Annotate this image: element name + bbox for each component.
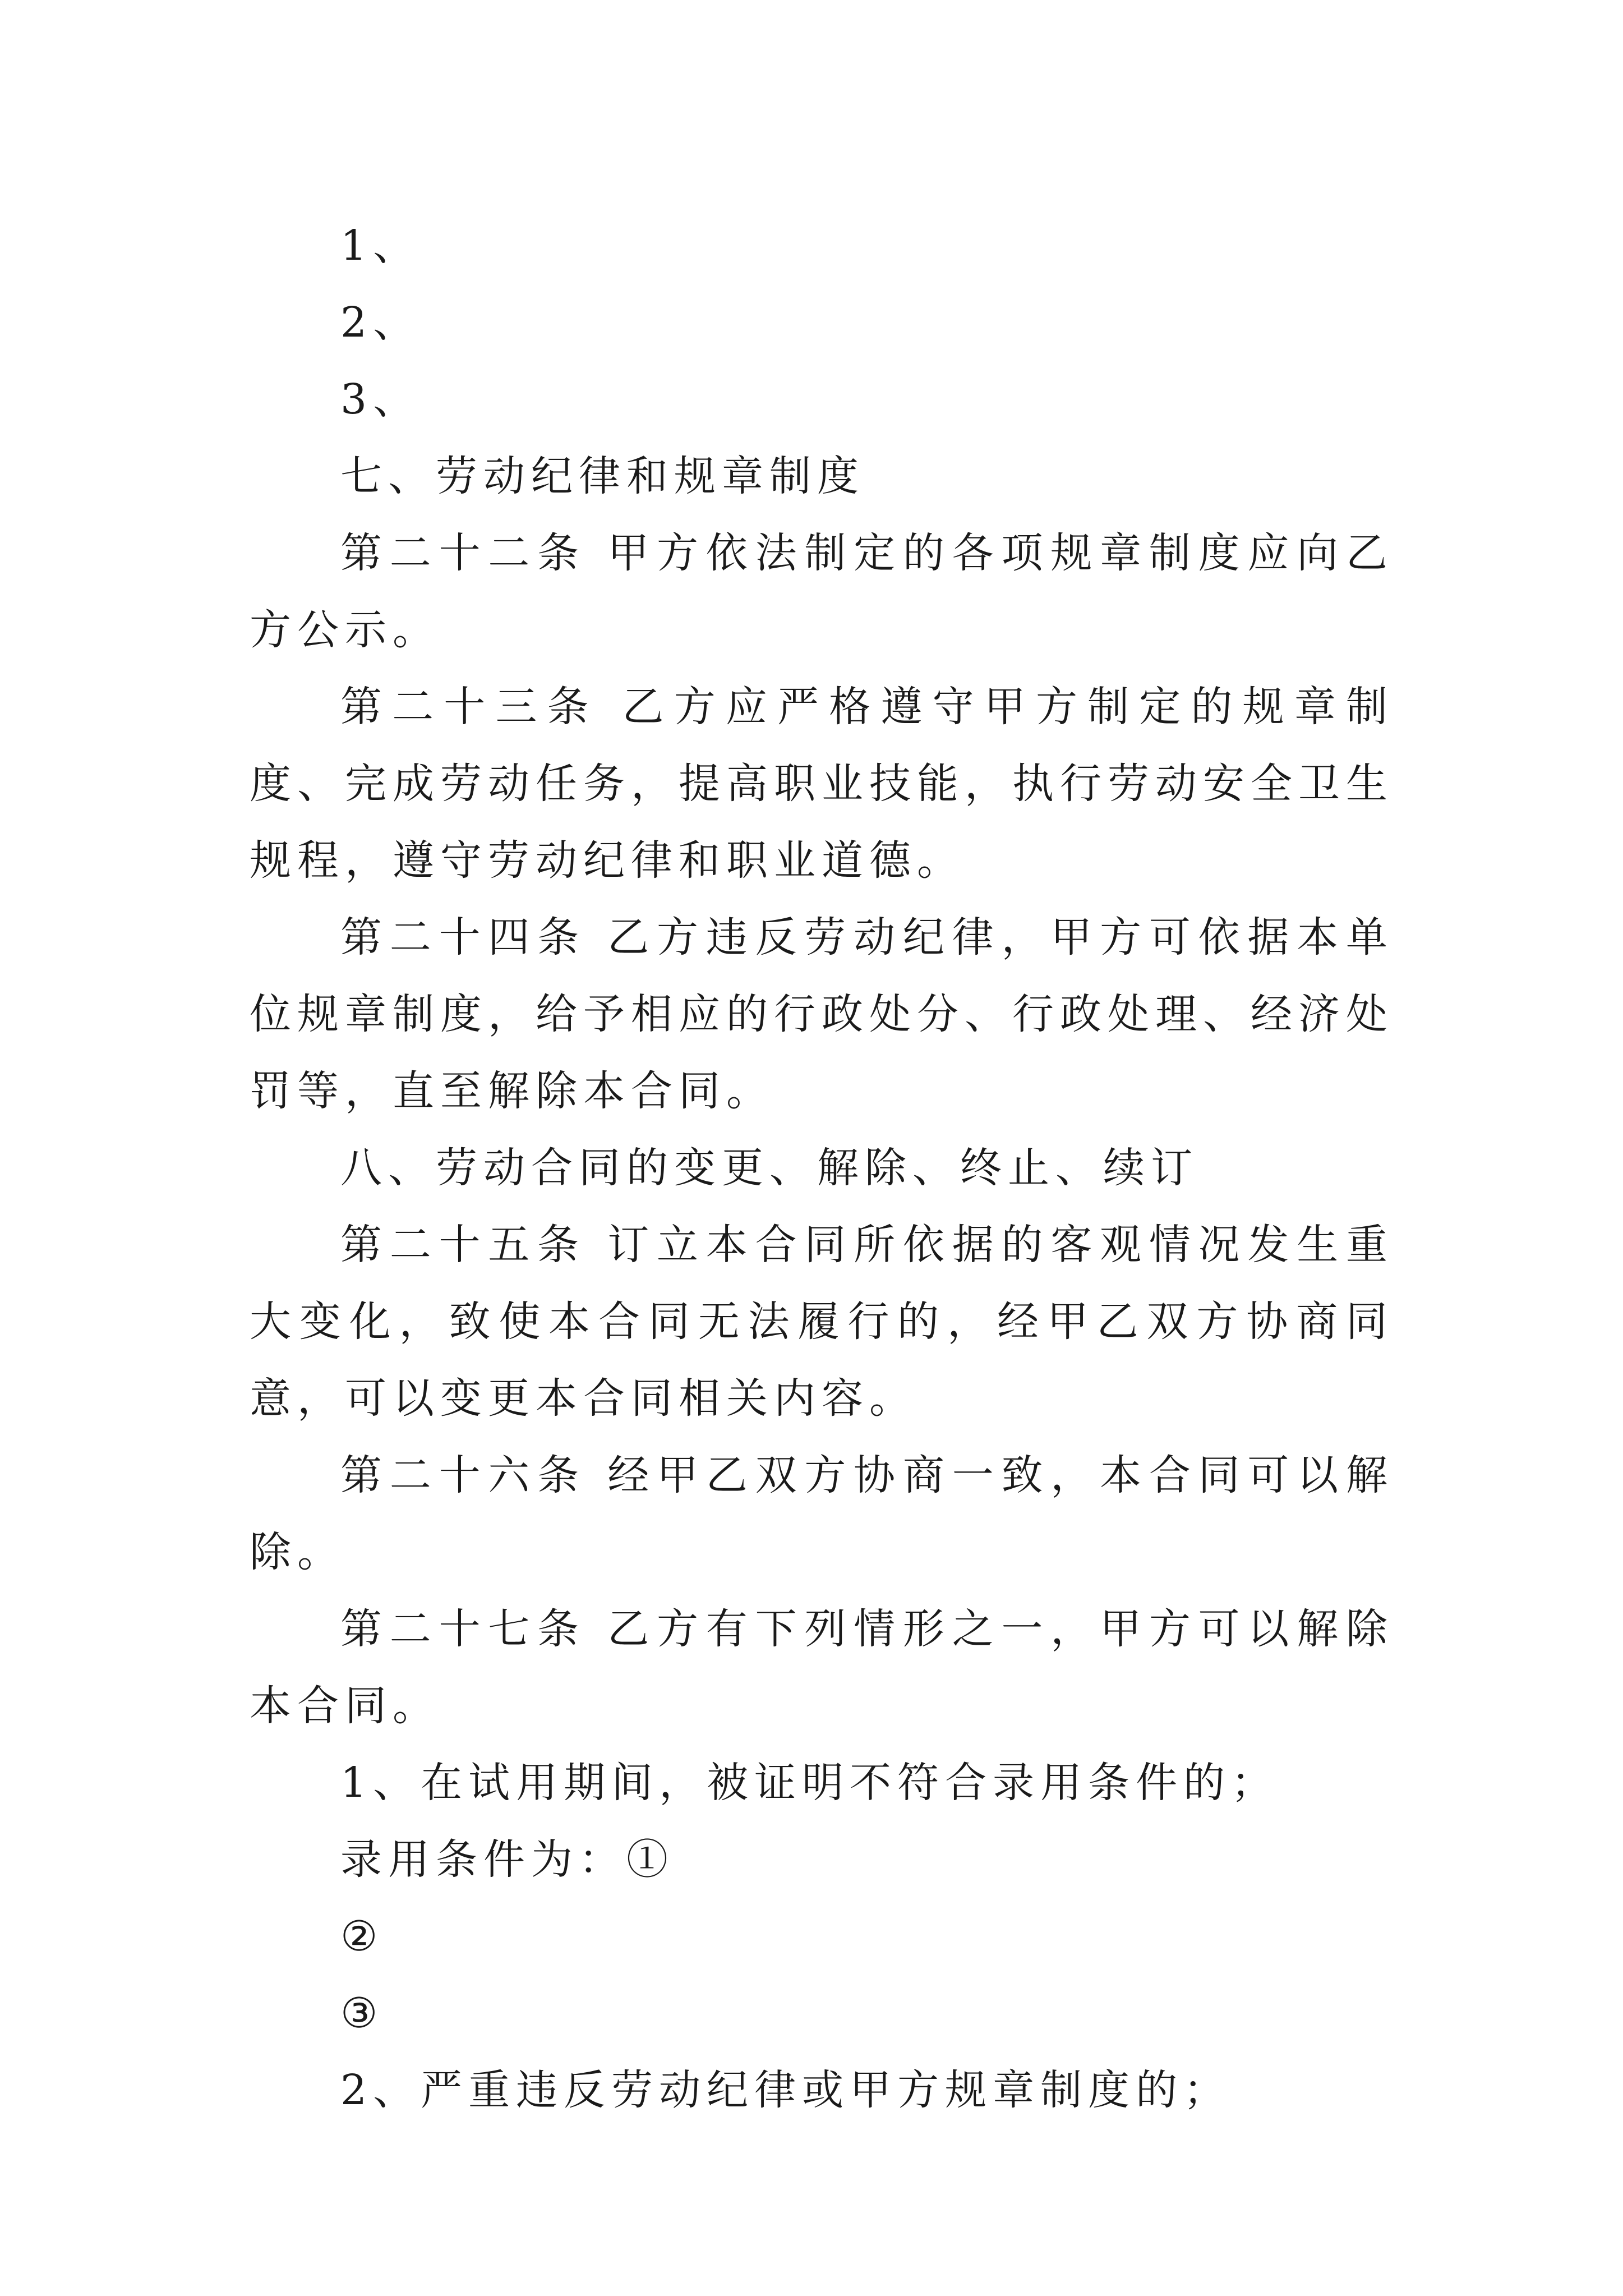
hiring-conditions-item-3: ③ [340,1989,384,2037]
section-heading-labor-discipline: 七、劳动纪律和规章制度 [340,452,865,500]
article-22: 第二十二条 甲方依法制定的各项规章制度应向乙方公示。 [250,529,1394,654]
article-27: 第二十七条 乙方有下列情形之一，甲方可以解除本合同。 [250,1605,1394,1730]
article-27-item-1: 1、在试用期间，被证明不符合录用条件的； [340,1759,1279,1807]
list-item-blank-1: 1、 [340,222,421,270]
section-heading-contract-changes: 八、劳动合同的变更、解除、终止、续订 [340,1144,1198,1192]
document-body [250,208,1394,2129]
article-27-item-2: 2、严重违反劳动纪律或甲方规章制度的； [340,2066,1232,2114]
article-23: 第二十三条 乙方应严格遵守甲方制定的规章制度、完成劳动任务，提高职业技能，执行劳动安全卫生规程，遵守劳动纪律和职业道德。 [250,683,1394,885]
list-item-blank-2: 2、 [340,298,421,347]
hiring-conditions-item-2: ② [340,1912,384,1961]
article-26: 第二十六条 经甲乙双方协商一致，本合同可以解除。 [250,1451,1394,1576]
article-24: 第二十四条 乙方违反劳动纪律，甲方可依据本单位规章制度，给予相应的行政处分、行政处理、经济处罚等，直至解除本合同。 [250,913,1394,1115]
list-item-blank-3: 3、 [340,375,421,424]
hiring-conditions-item-1: 录用条件为：① [340,1835,674,1884]
article-25: 第二十五条 订立本合同所依据的客观情况发生重大变化，致使本合同无法履行的，经甲乙双方协商同意，可以变更本合同相关内容。 [250,1221,1394,1423]
